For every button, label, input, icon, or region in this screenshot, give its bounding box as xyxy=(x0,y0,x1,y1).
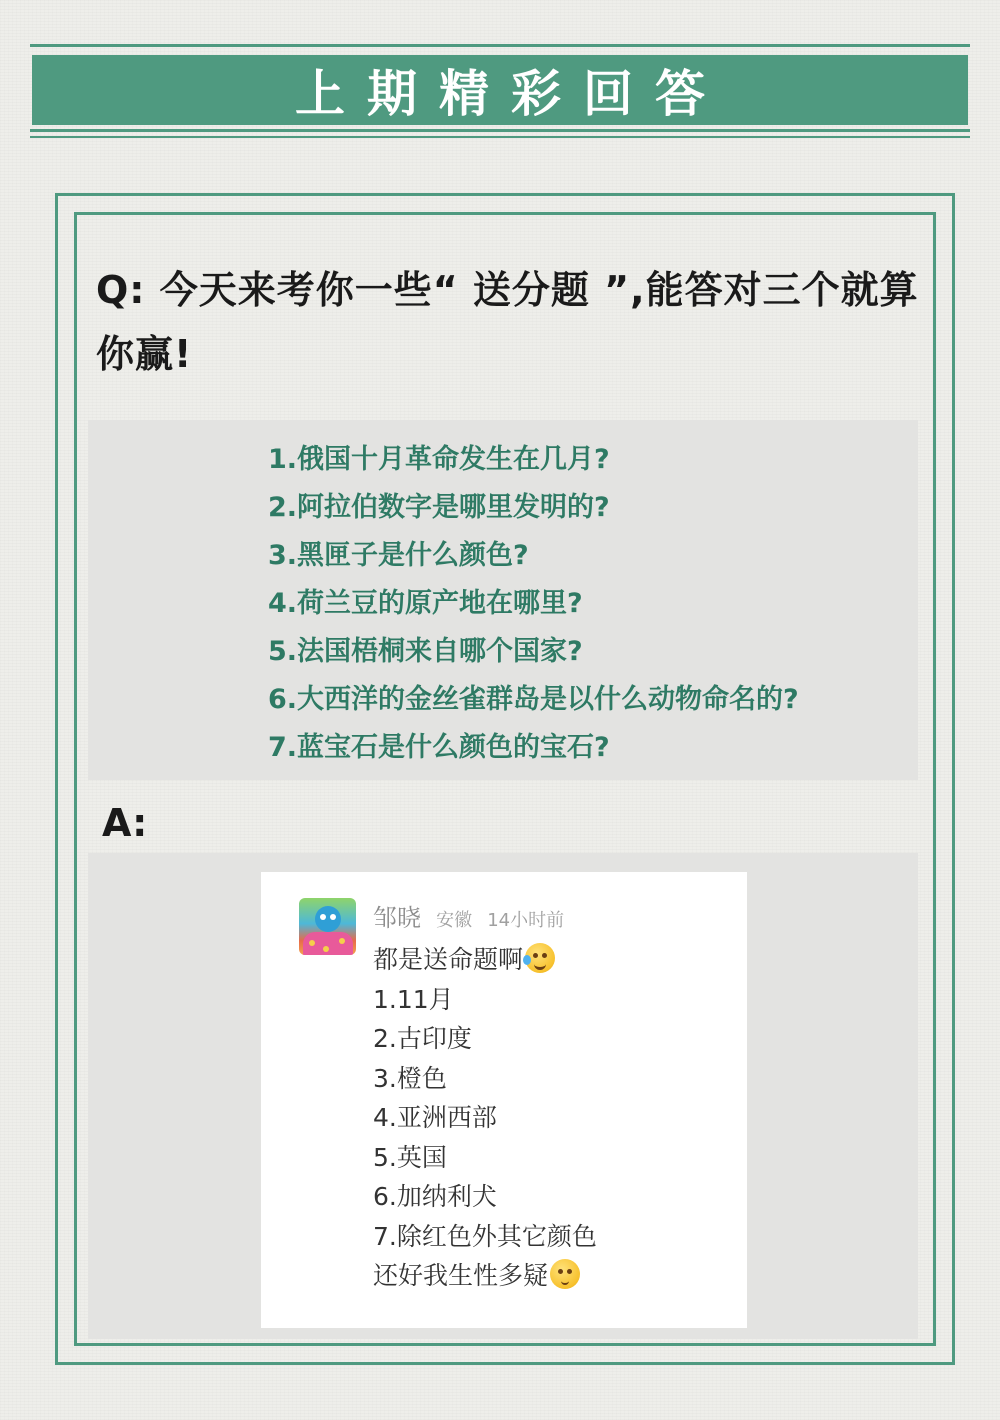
question-item-1: 1.俄国十月革命发生在几月? xyxy=(268,444,610,475)
banner-bottom-rule-2 xyxy=(30,136,970,138)
banner-bottom-rule-1 xyxy=(30,129,970,132)
laughing-crying-emoji-icon xyxy=(525,943,555,973)
comment-username: 邹晓 xyxy=(373,904,421,932)
question-item-5: 5.法国梧桐来自哪个国家? xyxy=(268,636,583,667)
comment-line: 3.橙色 xyxy=(373,1063,447,1093)
header-banner xyxy=(32,55,968,125)
comment-line: 4.亚洲西部 xyxy=(373,1103,497,1132)
comment-body xyxy=(373,940,597,1296)
question-item-7: 7.蓝宝石是什么颜色的宝石? xyxy=(268,732,610,763)
comment-line: 7.除红色外其它颜色 xyxy=(373,1221,597,1251)
answer-label: A: xyxy=(102,801,148,845)
comment-line-text: 都是送命题啊 xyxy=(373,945,524,974)
avatar xyxy=(299,898,356,955)
comment-line: 1.11月 xyxy=(373,984,454,1014)
thinking-emoji-icon xyxy=(550,1259,580,1289)
comment-meta xyxy=(373,898,574,933)
comment-line: 2.古印度 xyxy=(373,1024,472,1053)
comment-line xyxy=(373,940,597,980)
question-text: Q: 今天来考你一些“ 送分题 ”,能答对三个就算你赢! xyxy=(96,268,919,376)
question-item-3: 3.黑匣子是什么颜色? xyxy=(268,540,529,571)
question-item-2: 2.阿拉伯数字是哪里发明的? xyxy=(268,492,610,523)
banner-top-rule xyxy=(30,44,970,47)
comment-line: 6.加纳利犬 xyxy=(373,1182,497,1211)
comment-line xyxy=(373,1256,597,1296)
page-title: 上期精彩回答 xyxy=(295,65,727,123)
comment-location: 安徽 xyxy=(436,910,473,931)
comment-line: 5.英国 xyxy=(373,1142,447,1172)
question-item-4: 4.荷兰豆的原产地在哪里? xyxy=(268,588,583,619)
comment-line-text: 还好我生性多疑 xyxy=(373,1261,549,1290)
comment-time: 14小时前 xyxy=(487,910,565,931)
question-item-6: 6.大西洋的金丝雀群岛是以什么动物命名的? xyxy=(268,684,799,715)
question-list xyxy=(268,436,799,772)
